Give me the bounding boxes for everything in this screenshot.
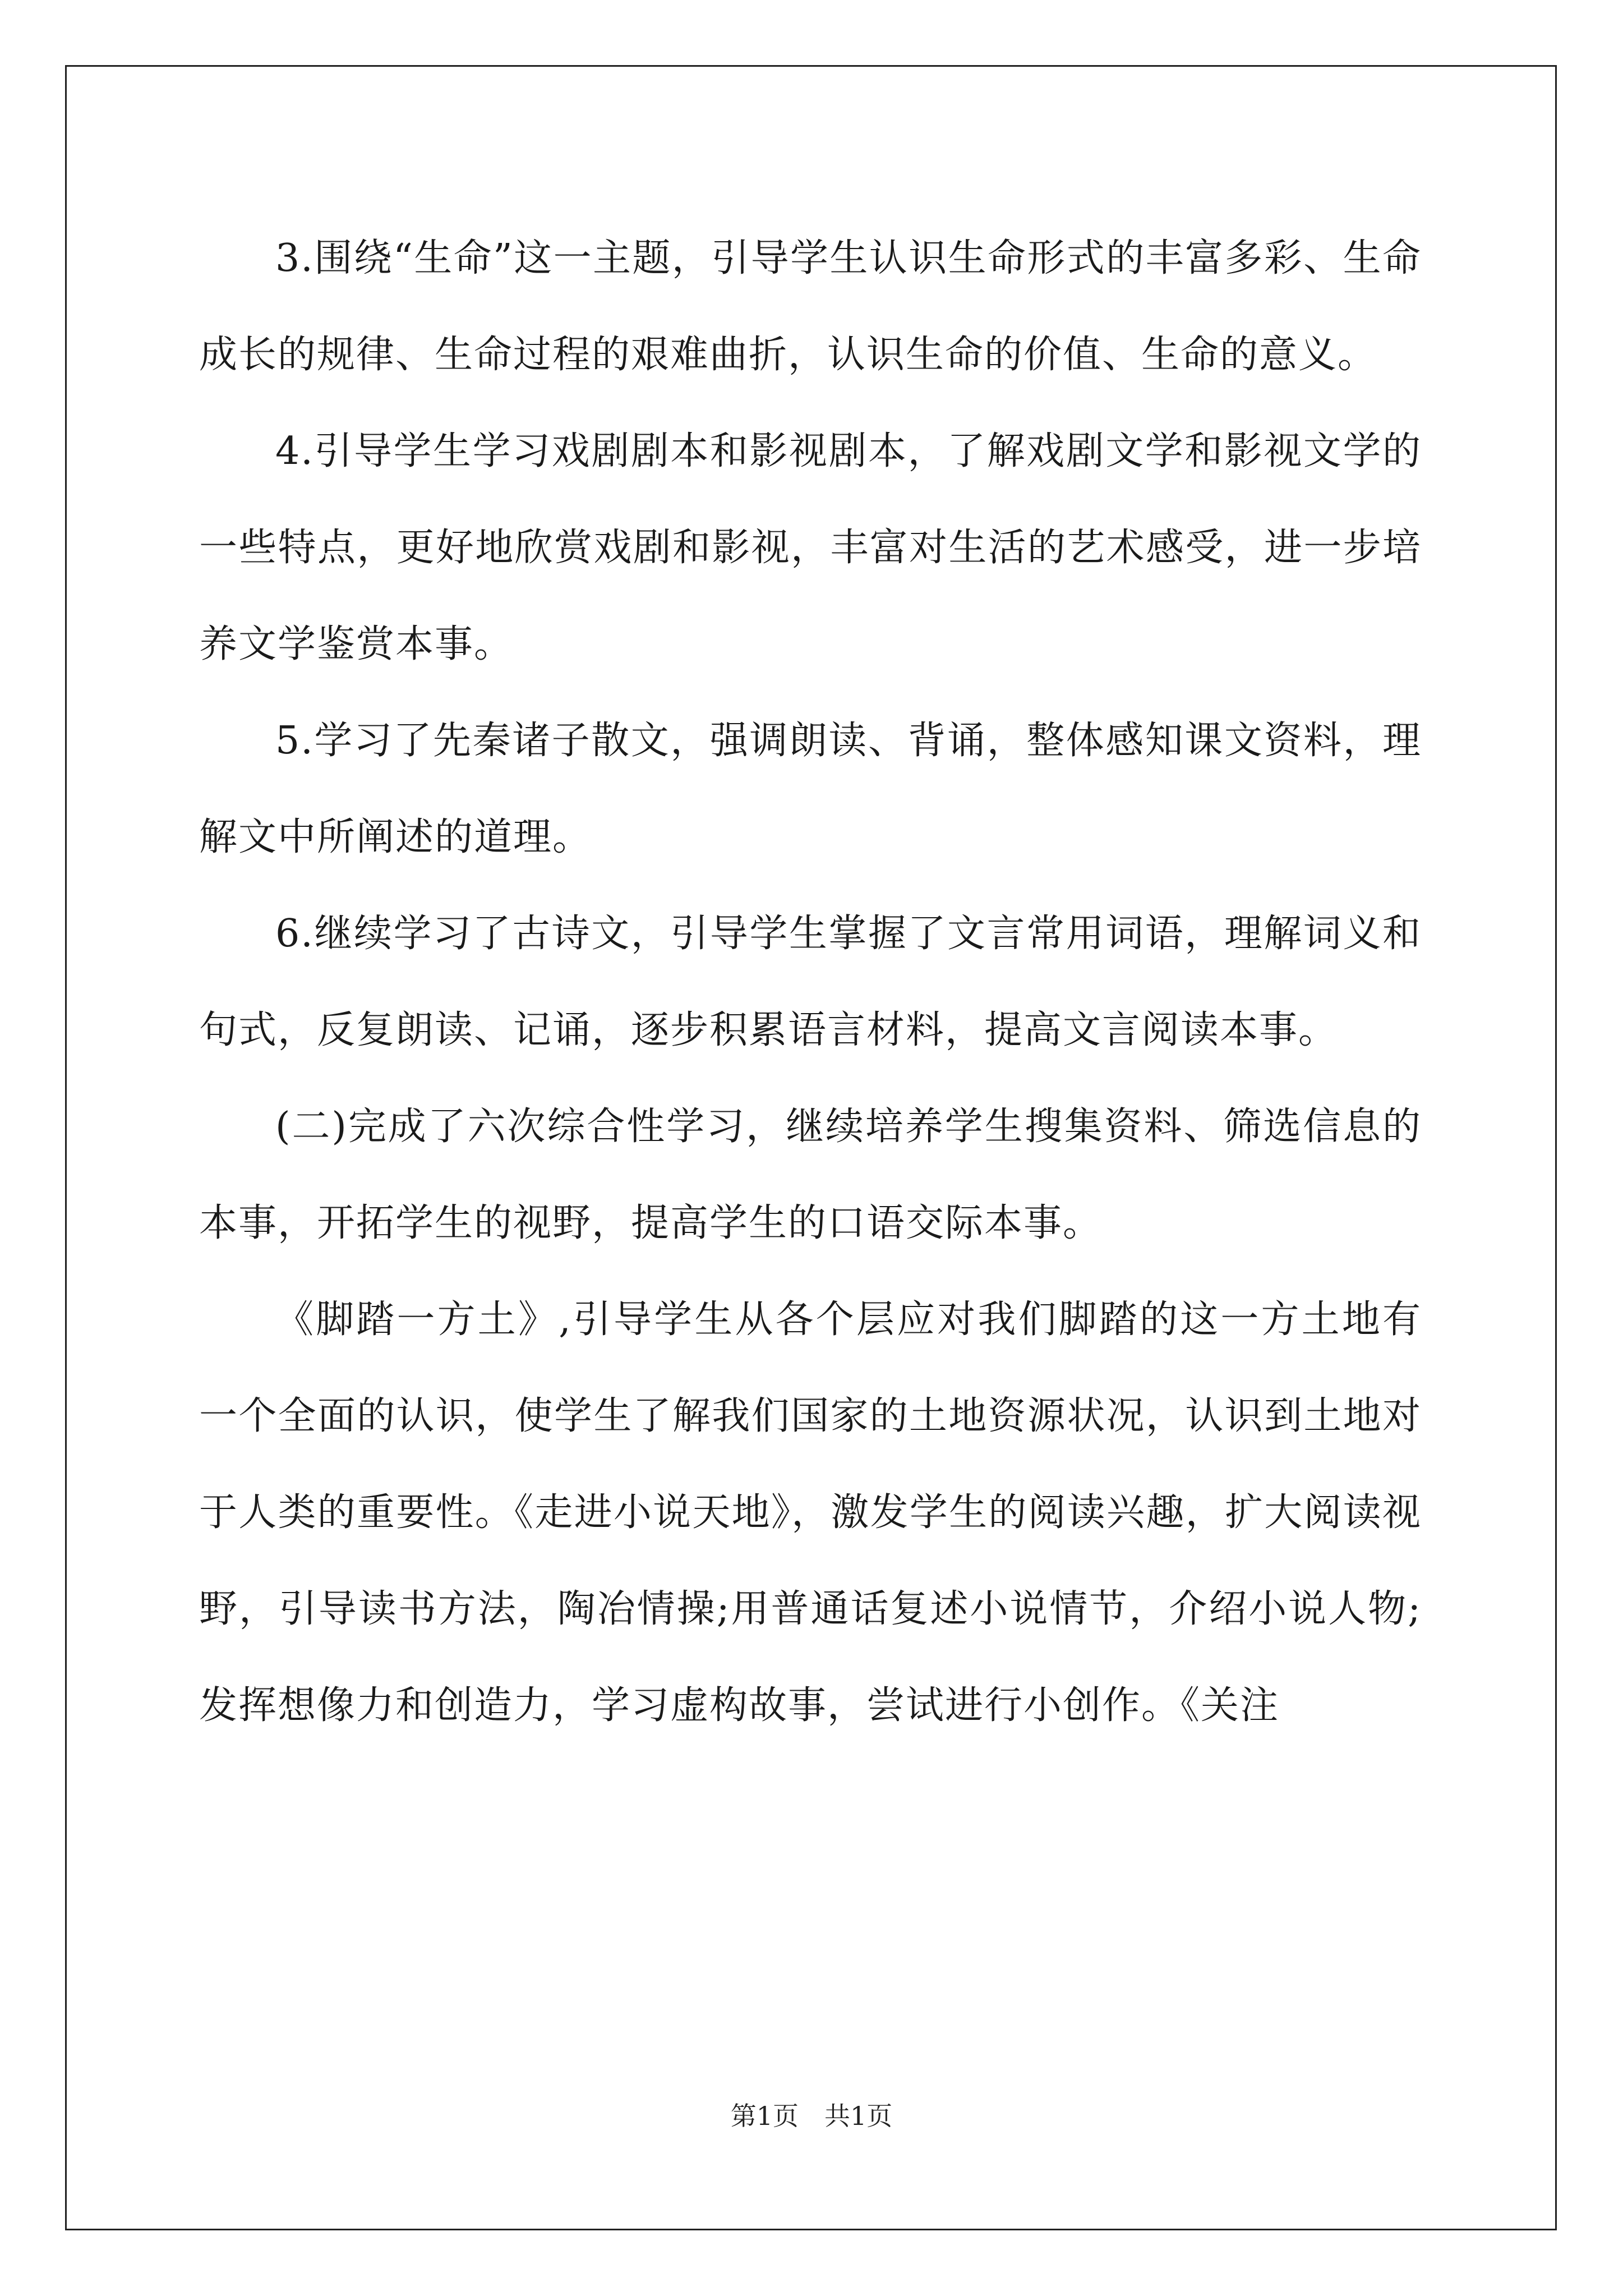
page-number-total: 共1页 <box>824 2101 893 2131</box>
paragraph-activities: 《脚踏一方土》,引导学生从各个层应对我们脚踏的这一方土地有一个全面的认识，使学生了解我们国家的土地资源状况，认识到土地对于人类的重要性。《走进小说天地》，激发学生的阅读兴趣，扩大阅读视野，引导读书方法，陶冶情操;用普通话复述小说情节，介绍小说人物;发挥想像力和创造力，学习虚构故事，尝试进行小创作。《关注 <box>199 1297 1422 1728</box>
document-body <box>199 210 1422 1754</box>
paragraph-pre-qin-prose: 5.学习了先秦诸子散文，强调朗读、背诵，整体感知课文资料，理解文中所阐述的道理。 <box>199 719 1422 859</box>
page-footer <box>0 2099 1623 2133</box>
paragraph-drama-scripts: 4.引导学生学习戏剧剧本和影视剧本，了解戏剧文学和影视文学的一些特点，更好地欣赏戏剧和影视，丰富对生活的艺术感受，进一步培养文学鉴赏本事。 <box>199 429 1422 666</box>
paragraph-comprehensive-study: (二)完成了六次综合性学习，继续培养学生搜集资料、筛选信息的本事，开拓学生的视野，提高学生的口语交际本事。 <box>199 1105 1422 1245</box>
paragraph-classical-poetry: 6.继续学习了古诗文，引导学生掌握了文言常用词语，理解词义和句式，反复朗读、记诵，逐步积累语言材料，提高文言阅读本事。 <box>199 912 1422 1052</box>
page-number-current: 第1页 <box>730 2101 799 2131</box>
paragraph-life-theme: 3.围绕“生命”这一主题，引导学生认识生命形式的丰富多彩、生命成长的规律、生命过程的艰难曲折，认识生命的价值、生命的意义。 <box>199 236 1422 377</box>
